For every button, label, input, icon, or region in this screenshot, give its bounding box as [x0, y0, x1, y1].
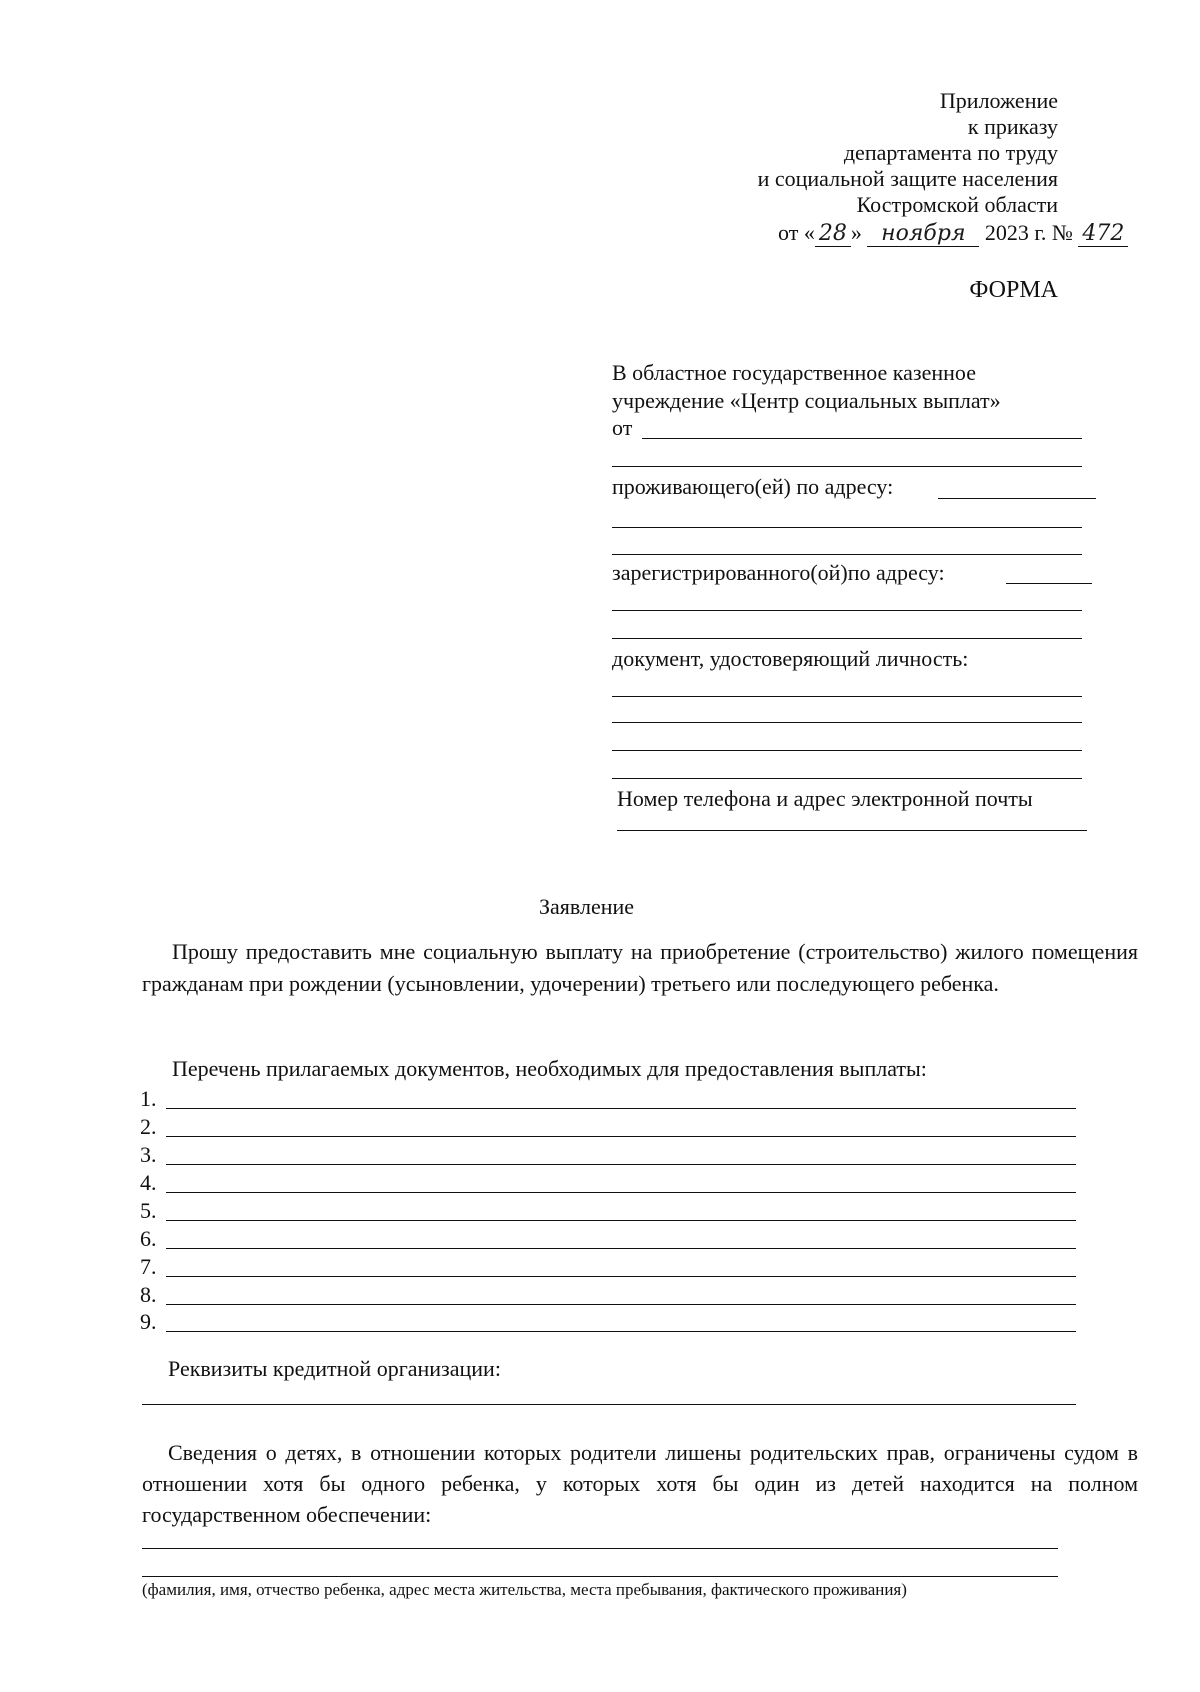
- document-item-line[interactable]: [166, 1136, 1076, 1137]
- from-field-line[interactable]: [642, 438, 1082, 439]
- document-item-line[interactable]: [166, 1331, 1076, 1332]
- document-item-number: 9.: [140, 1309, 157, 1334]
- date-year: 2023 г. №: [984, 220, 1073, 245]
- residence-field-line-2[interactable]: [612, 527, 1082, 528]
- document-item-line[interactable]: [166, 1248, 1076, 1249]
- document-item-line[interactable]: [166, 1164, 1076, 1165]
- registration-field-line-3[interactable]: [612, 638, 1082, 639]
- document-item-line[interactable]: [166, 1108, 1076, 1109]
- id-document-field-line-4[interactable]: [612, 778, 1082, 779]
- header-line-region: Костромской области: [856, 192, 1058, 217]
- document-item-number: 5.: [140, 1198, 157, 1223]
- document-item-number: 2.: [140, 1114, 157, 1139]
- children-info-text: Сведения о детях, в отношении которых родители лишены родительских прав, ограничены судом в отношении хотя бы одного ребенка, у которых хотя бы один из детей находится на полном государственном обеспечении:: [142, 1440, 1138, 1527]
- document-item-number: 4.: [140, 1170, 157, 1195]
- bank-details-field-line[interactable]: [142, 1404, 1076, 1405]
- header-line-department: департамента по труду: [843, 140, 1058, 165]
- registration-field-line-2[interactable]: [612, 610, 1082, 611]
- id-document-field-line-3[interactable]: [612, 750, 1082, 751]
- addressee-line-1: В областное государственное казенное: [612, 360, 976, 385]
- statement-title: Заявление: [539, 894, 635, 919]
- document-item-line[interactable]: [166, 1220, 1076, 1221]
- header-line-appendix: Приложение: [939, 88, 1058, 113]
- documents-intro: Перечень прилагаемых документов, необходимых для предоставления выплаты:: [172, 1056, 927, 1081]
- residence-field-line-3[interactable]: [612, 554, 1082, 555]
- header-line-social: и социальной защите населения: [757, 166, 1058, 191]
- registration-label: зарегистрированного(ой)по адресу:: [612, 560, 945, 585]
- document-item-number: 1.: [140, 1086, 157, 1111]
- residence-label: проживающего(ей) по адресу:: [612, 474, 894, 499]
- order-number: 472: [1078, 221, 1128, 247]
- contacts-field-line[interactable]: [617, 830, 1087, 831]
- document-item-number: 7.: [140, 1254, 157, 1279]
- statement-body: Прошу предоставить мне социальную выплату на приобретение (строительство) жилого помещения гражданам при рождении (усыновлении, удочерении) третьего или последующего ребенка.: [142, 939, 1138, 996]
- date-mid: »: [850, 220, 862, 245]
- document-item-number: 6.: [140, 1226, 157, 1251]
- form-label: ФОРМА: [969, 277, 1058, 303]
- bank-details-label: Реквизиты кредитной организации:: [168, 1356, 501, 1381]
- id-document-field-line[interactable]: [612, 696, 1082, 697]
- document-item-number: 8.: [140, 1282, 157, 1307]
- children-info-caption: (фамилия, имя, отчество ребенка, адрес места жительства, места пребывания, фактического проживания): [142, 1580, 907, 1599]
- document-item-number: 3.: [140, 1142, 157, 1167]
- addressee-line-2: учреждение «Центр социальных выплат»: [612, 388, 1001, 413]
- from-label: от: [612, 415, 633, 440]
- registration-field-line[interactable]: [1006, 583, 1092, 584]
- from-field-line-2[interactable]: [612, 466, 1082, 467]
- date-month: ноября: [867, 221, 979, 247]
- date-day: 28: [815, 221, 851, 247]
- children-info-field-line[interactable]: [142, 1548, 1058, 1549]
- children-info-field-line-2[interactable]: [142, 1576, 1058, 1577]
- header-line-order: к приказу: [967, 114, 1058, 139]
- document-item-line[interactable]: [166, 1276, 1076, 1277]
- residence-field-line[interactable]: [938, 498, 1096, 499]
- id-document-field-line-2[interactable]: [612, 722, 1082, 723]
- date-prefix: от «: [778, 220, 815, 245]
- id-document-label: документ, удостоверяющий личность:: [612, 646, 969, 671]
- contacts-label: Номер телефона и адрес электронной почты: [617, 786, 1033, 811]
- order-date-line: [778, 220, 1128, 247]
- document-item-line[interactable]: [166, 1304, 1076, 1305]
- document-item-line[interactable]: [166, 1192, 1076, 1193]
